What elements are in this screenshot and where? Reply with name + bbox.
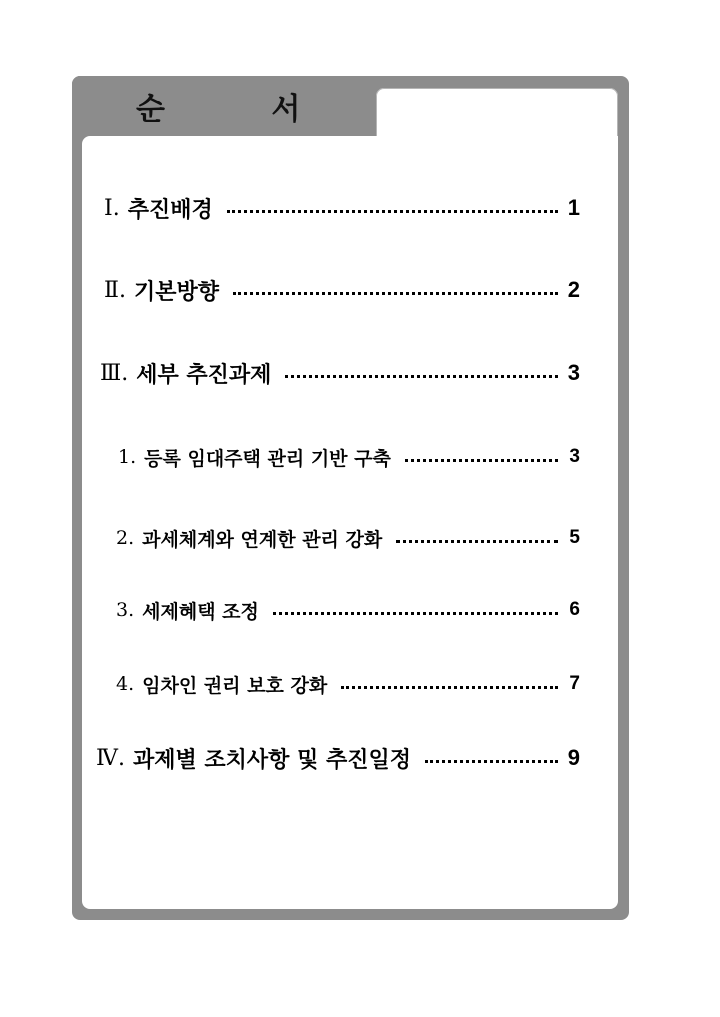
toc-entry[interactable]	[118, 440, 580, 474]
toc-entry[interactable]	[104, 191, 580, 225]
toc-leader-dots	[425, 758, 558, 763]
toc-leader-dots	[396, 538, 558, 543]
toc-entry[interactable]	[104, 273, 580, 307]
toc-leader-dots	[285, 373, 558, 378]
toc-entry-page: 1	[567, 195, 580, 220]
toc-entry[interactable]	[116, 667, 580, 701]
toc-entry-label: 기본방향	[133, 279, 219, 305]
toc-leader-dots	[273, 610, 558, 615]
toc-leader-dots	[405, 457, 558, 462]
toc-entry[interactable]	[96, 741, 580, 775]
toc-entry-number: 3.	[116, 599, 135, 621]
toc-entry-label: 과세체계와 연계한 관리 강화	[142, 528, 383, 551]
toc-entry-page: 9	[567, 745, 580, 770]
toc-entry-number: 2.	[116, 527, 135, 549]
toc-leader-dots	[233, 290, 558, 295]
toc-entry-number: Ⅱ.	[104, 277, 126, 303]
toc-entry-label: 과제별 조치사항 및 추진일정	[132, 747, 411, 773]
toc-panel-join	[377, 130, 617, 142]
toc-entry-number: Ⅲ.	[100, 360, 129, 386]
toc-entry[interactable]	[100, 356, 580, 390]
toc-title: 순 서	[136, 92, 349, 127]
toc-entry-page: 5	[569, 527, 580, 548]
toc-leader-dots	[227, 208, 558, 213]
toc-entry-page: 3	[569, 446, 580, 467]
toc-entry-page: 6	[569, 599, 580, 620]
toc-entry-label: 세제혜택 조정	[142, 600, 259, 623]
toc-entry-label: 임차인 권리 보호 강화	[142, 674, 328, 697]
toc-entry-page: 2	[567, 277, 580, 302]
toc-entry-number: 4.	[116, 673, 135, 695]
toc-entry-label: 등록 임대주택 관리 기반 구축	[144, 447, 391, 470]
toc-entry-page: 3	[567, 360, 580, 385]
toc-entry[interactable]	[116, 521, 580, 555]
toc-entry-page: 7	[569, 673, 580, 694]
toc-entry[interactable]	[116, 593, 580, 627]
toc-entry-number: 1.	[118, 446, 137, 468]
toc-entry-number: Ⅳ.	[96, 745, 125, 771]
toc-entry-number: Ⅰ.	[104, 195, 120, 221]
toc-leader-dots	[341, 684, 558, 689]
toc-entry-label: 세부 추진과제	[136, 362, 272, 388]
toc-entry-label: 추진배경	[127, 197, 213, 223]
